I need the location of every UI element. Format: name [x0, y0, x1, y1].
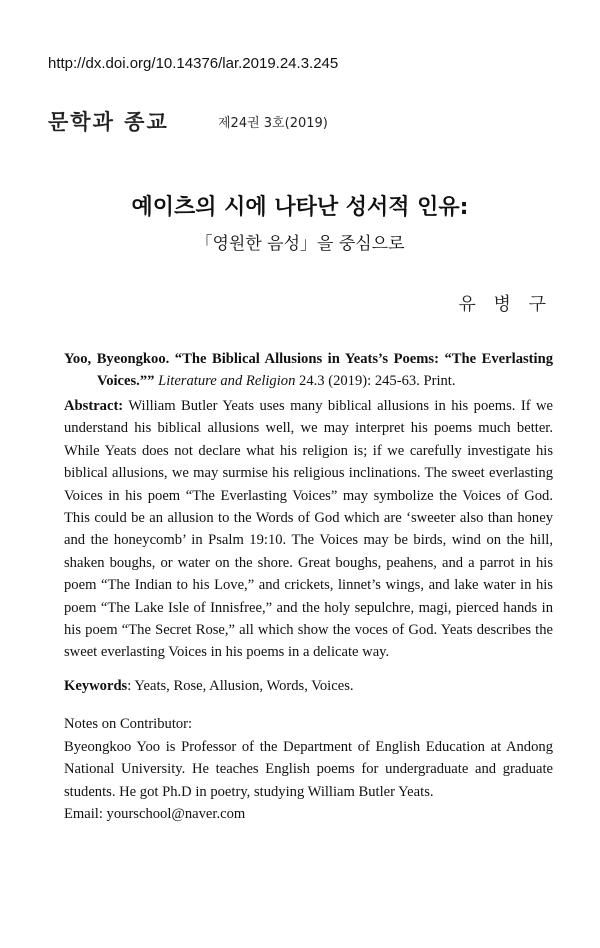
contributor-bio: Byeongkoo Yoo is Professor of the Department of English Education at Andong National University. He teaches English poems for undergraduate and graduate students. He got Ph.D in poetry, studying William Butler Yeats.	[64, 739, 553, 800]
journal-logo: 문학과 종교	[48, 110, 169, 134]
keywords	[64, 675, 553, 697]
contributor-email[interactable]: Email: yourschool@naver.com	[64, 806, 246, 822]
author-name: 유 병 구	[458, 294, 552, 315]
citation	[64, 348, 553, 393]
article-subtitle: 「영원한 음성」을 중심으로	[195, 234, 405, 254]
doi-link[interactable]: http://dx.doi.org/10.14376/lar.2019.24.3.245	[48, 55, 339, 72]
abstract	[64, 395, 553, 664]
issue-info: 제24권 3호(2019)	[218, 116, 328, 131]
citation-journal: Literature and Religion	[158, 373, 296, 390]
abstract-text: William Butler Yeats uses many biblical allusions in his poems. If we understand his biblical allusions well, we may interpret his poems much better. While Yeats does not declare what his religion is; if we carefully investigate his biblical allusions, we may surmise his religious inclinations. The sweet everlasting Voices in his poem “The Everlasting Voices” may symbolize the Voices of God. This could be an allusion to the Words of God which are ‘sweeter also than honey and the honeycomb’ in Psalm 19:10. The Voices may be birds, wind on the hill, shaken boughs, or water on the shore. Great boughs, peahens, and a parrot in his poem “The Indian to his Love,” and crickets, linnet’s wings, and lake water in his poem “The Lake Isle of Innisfree,” and the holy sepulchre, magi, pierced hands in his poem “The Secret Rose,” all which show the voces of God. Yeats describes the sweet everlasting Voices in his poems in a delicate way.	[64, 398, 553, 661]
journal-header	[48, 106, 568, 136]
citation-authors-title: Yoo, Byeongkoo. “The Biblical Allusions in Yeats’s Poems: “The Everlasting Voices.””	[64, 351, 553, 390]
article-title: 예이츠의 시에 나타난 성서적 인유:	[131, 195, 469, 220]
keywords-label: Keywords	[64, 678, 128, 694]
contributor-heading: Notes on Contributor:	[64, 716, 193, 732]
abstract-label: Abstract:	[64, 398, 124, 414]
citation-details: 24.3 (2019): 245-63. Print.	[295, 373, 456, 390]
keywords-text: : Yeats, Rose, Allusion, Words, Voices.	[127, 678, 354, 694]
